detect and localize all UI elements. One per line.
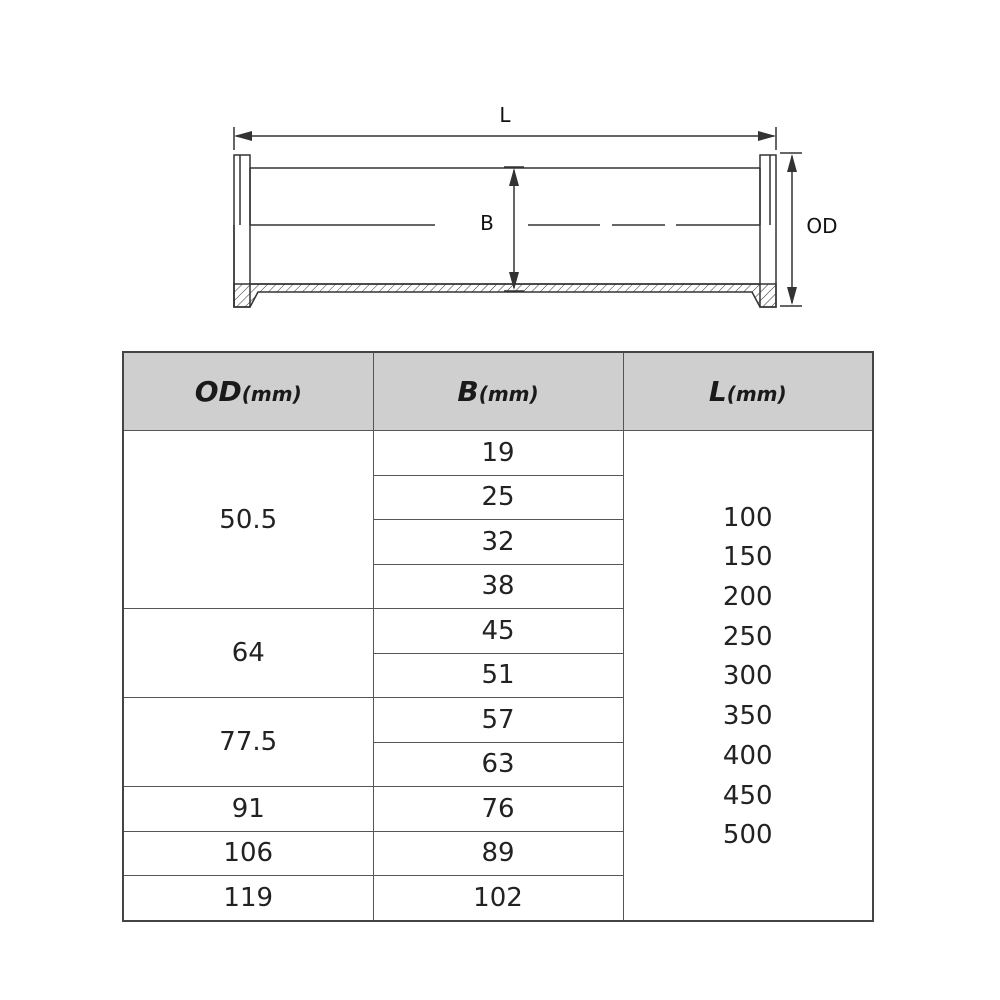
length-value: 250 <box>722 621 773 652</box>
pipe-spool-drawing <box>0 0 1000 340</box>
od-cell: 106 <box>123 831 373 876</box>
od-label: OD <box>806 214 838 238</box>
od-cell: 64 <box>123 609 373 698</box>
bore-label: B <box>480 211 494 235</box>
length-value: 100 <box>722 502 773 533</box>
od-cell: 119 <box>123 876 373 921</box>
length-value: 400 <box>722 740 773 771</box>
b-cell: 63 <box>373 742 623 787</box>
b-cell: 25 <box>373 475 623 520</box>
b-cell: 45 <box>373 609 623 654</box>
length-value: 350 <box>722 701 773 732</box>
b-cell: 19 <box>373 431 623 476</box>
length-list-cell <box>623 431 873 921</box>
od-cell: 50.5 <box>123 431 373 609</box>
b-cell: 32 <box>373 520 623 565</box>
b-cell: 76 <box>373 787 623 832</box>
length-value: 500 <box>722 820 773 851</box>
table-row <box>123 431 873 476</box>
od-dimension <box>780 153 838 306</box>
bore-dimension <box>480 167 524 291</box>
pipe-wall-section <box>234 284 776 307</box>
b-cell: 51 <box>373 653 623 698</box>
header-od: OD(mm) <box>123 352 373 431</box>
b-cell: 57 <box>373 698 623 743</box>
od-cell: 77.5 <box>123 698 373 787</box>
b-cell: 38 <box>373 564 623 609</box>
table-header-row <box>123 352 873 431</box>
od-cell: 91 <box>123 787 373 832</box>
length-value: 200 <box>722 581 773 612</box>
b-cell: 102 <box>373 876 623 921</box>
header-l: L(mm) <box>623 352 873 431</box>
b-cell: 89 <box>373 831 623 876</box>
length-label: L <box>499 103 511 127</box>
length-value: 150 <box>722 542 773 573</box>
length-value: 300 <box>722 661 773 692</box>
length-dimension <box>234 103 776 150</box>
header-b: B(mm) <box>373 352 623 431</box>
length-value: 450 <box>722 780 773 811</box>
spec-table <box>122 351 874 922</box>
